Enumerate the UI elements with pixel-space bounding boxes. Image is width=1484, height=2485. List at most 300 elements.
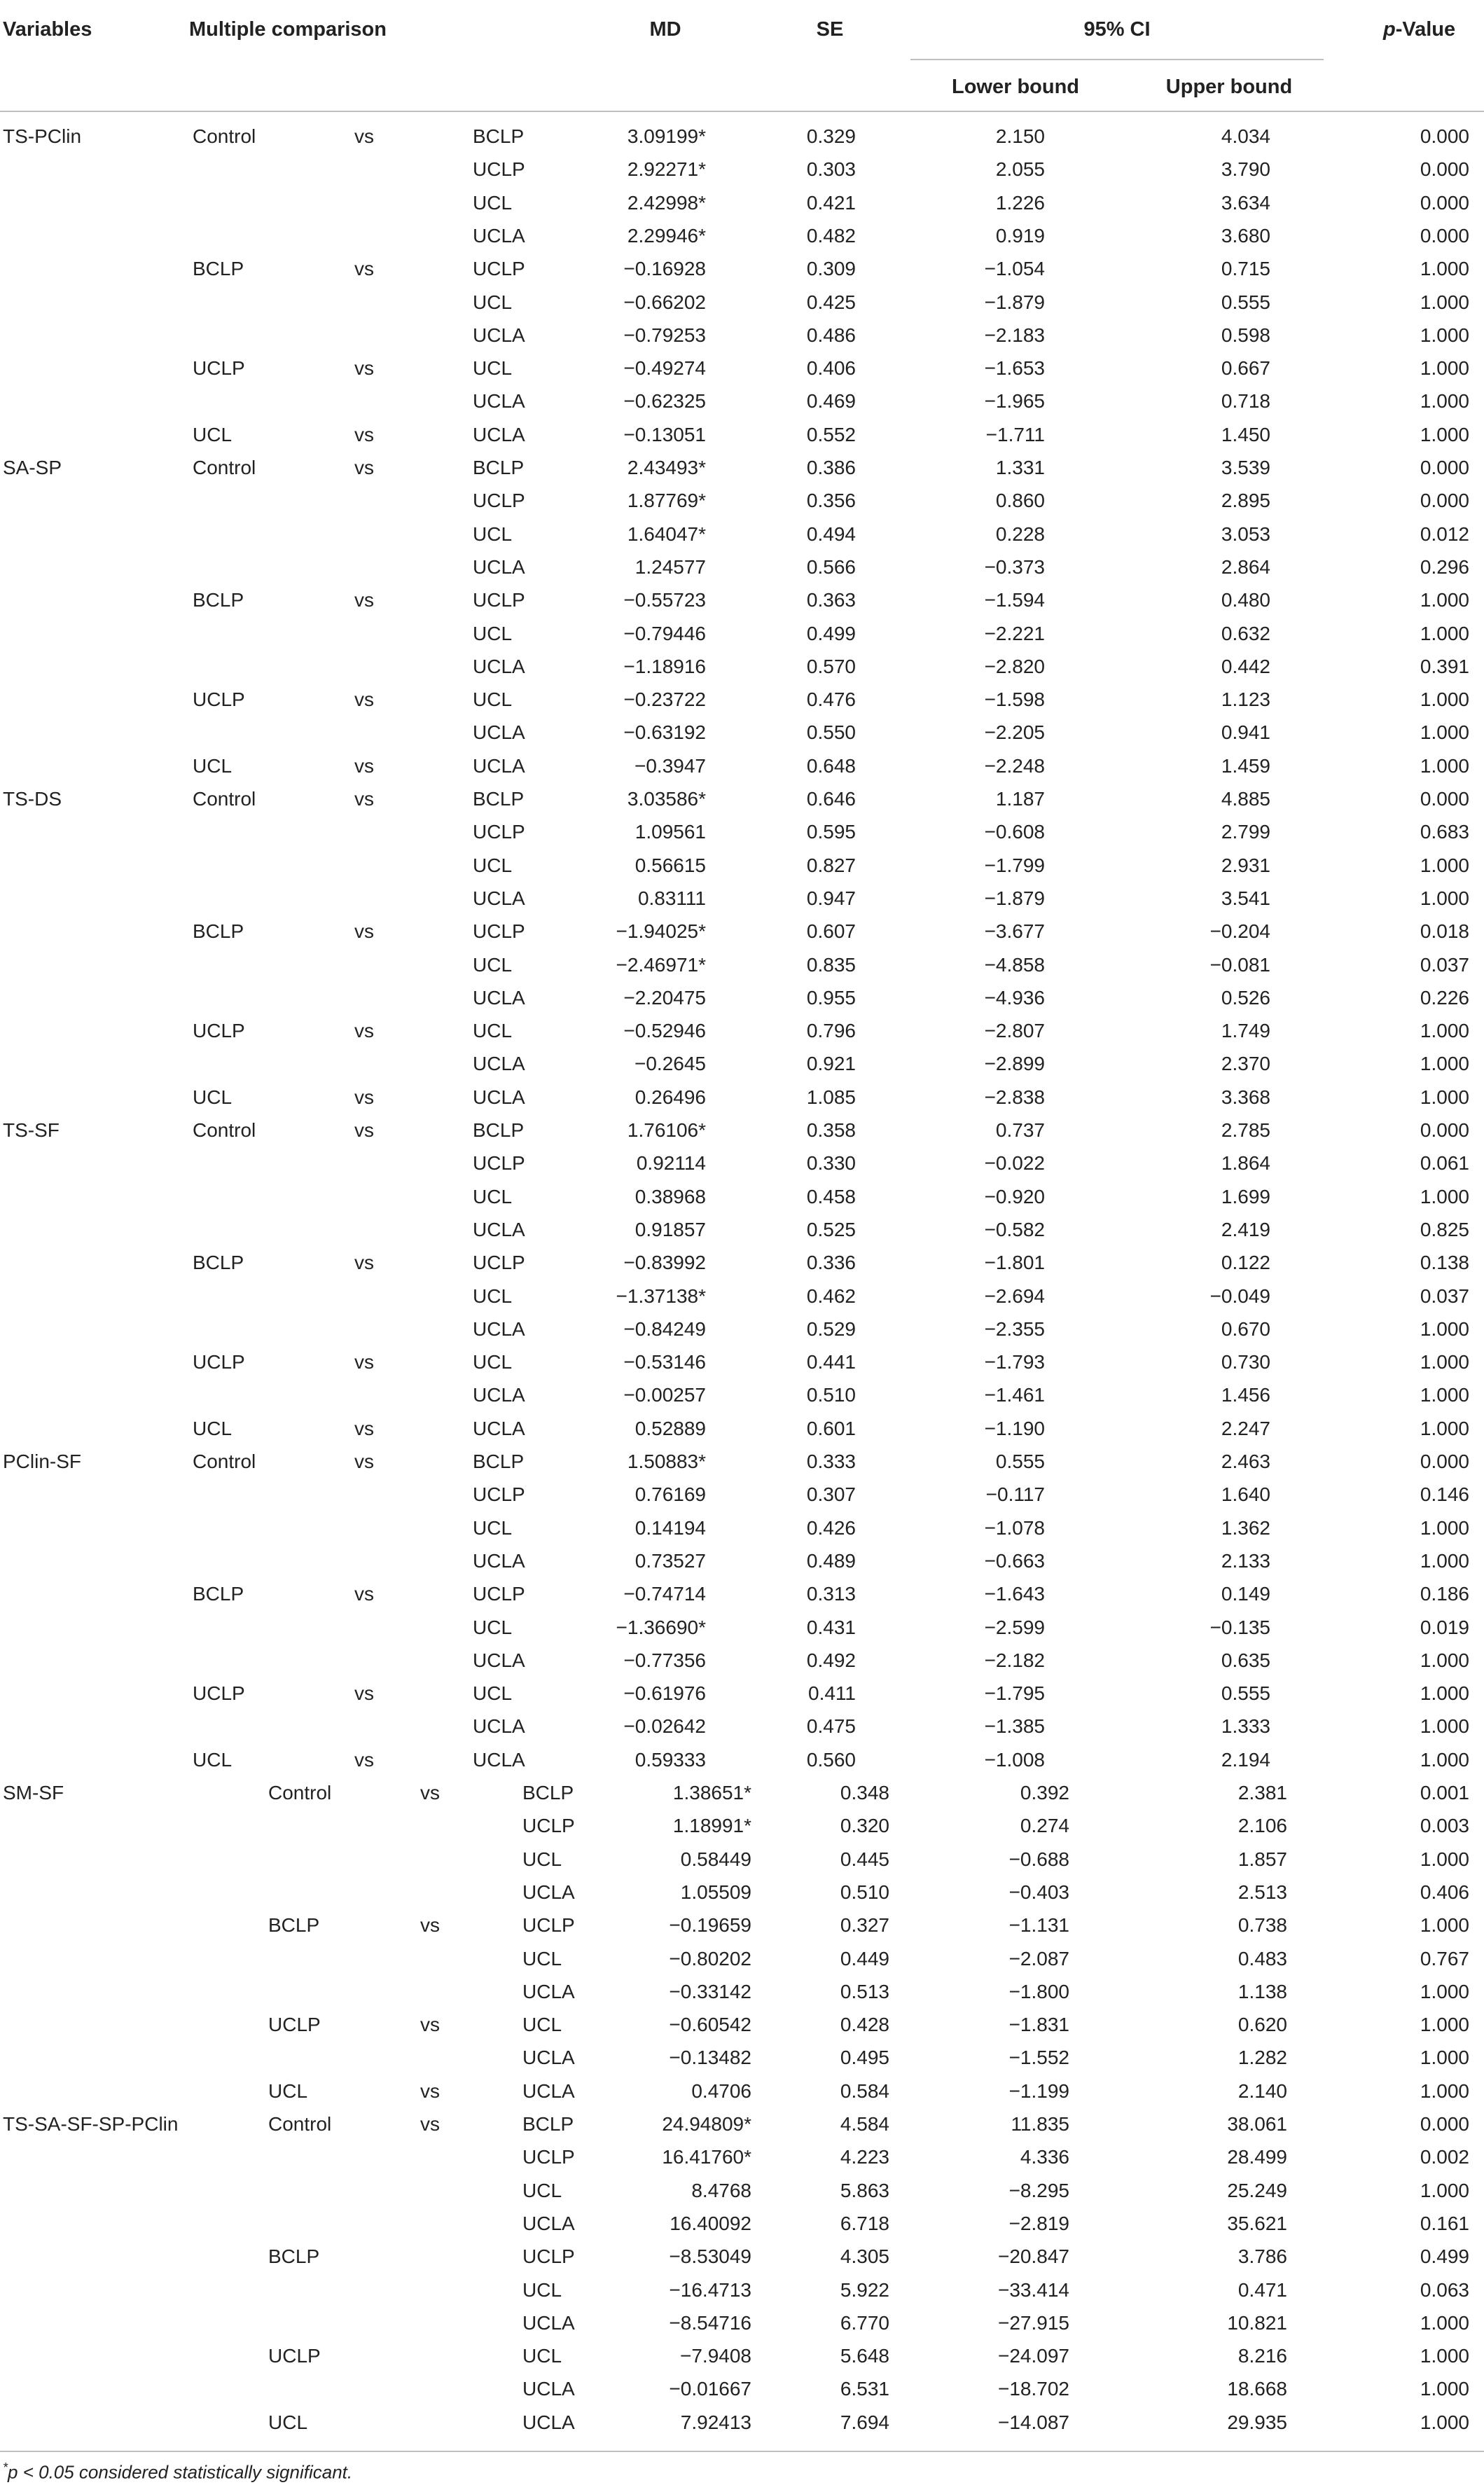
p-value-cell: 0.296 [1420, 555, 1469, 578]
md-cell: −1.37138* [616, 1285, 706, 1307]
group-cell: UCLP [193, 357, 245, 380]
table-row [0, 186, 1484, 219]
group-cell: Control [268, 2113, 332, 2135]
se-cell: 0.406 [806, 357, 856, 380]
se-cell: 0.499 [806, 622, 856, 644]
table-row [0, 1180, 1484, 1213]
se-cell: 0.796 [806, 1020, 856, 1042]
lower-bound-cell: −0.403 [1008, 1881, 1069, 1903]
compare-group-cell: UCL [473, 688, 513, 711]
vs-cell: vs [354, 1417, 374, 1439]
table-row [0, 2406, 1484, 2439]
vs-cell: vs [354, 1020, 374, 1042]
vs-cell: vs [354, 1583, 374, 1605]
table-row [0, 1710, 1484, 1743]
lower-bound-cell: −2.694 [984, 1285, 1045, 1307]
lower-bound-cell: −2.205 [984, 721, 1045, 744]
compare-group-cell: UCLA [522, 2378, 575, 2400]
table-row [0, 2273, 1484, 2306]
p-value-cell: 0.000 [1420, 457, 1469, 478]
p-value-cell: 1.000 [1420, 258, 1469, 280]
lower-bound-cell: −1.598 [984, 688, 1045, 711]
table-row [0, 915, 1484, 948]
md-cell: −0.19659 [669, 1914, 751, 1937]
table-row [0, 882, 1484, 915]
compare-group-cell: UCL [473, 1516, 513, 1539]
upper-bound-cell: 0.149 [1221, 1583, 1270, 1605]
se-cell: 0.510 [840, 1881, 889, 1903]
md-cell: −0.00257 [623, 1384, 706, 1406]
se-cell: 4.305 [840, 2245, 889, 2268]
upper-bound-cell: 0.471 [1237, 2278, 1287, 2301]
vs-cell: vs [354, 788, 374, 810]
lower-bound-cell: −1.831 [1008, 2014, 1069, 2036]
table-row [0, 1213, 1484, 1246]
header-lower-bound: Lower bound [951, 76, 1080, 98]
lower-bound-cell: −0.663 [984, 1549, 1045, 1572]
p-value-cell: 0.000 [1420, 125, 1469, 147]
md-cell: 2.43493* [627, 457, 706, 478]
table-row [0, 2008, 1484, 2041]
md-cell: 3.03586* [627, 788, 706, 810]
p-value-cell: 1.000 [1420, 2079, 1469, 2102]
md-cell: −0.61976 [623, 1682, 706, 1705]
header-p-rest: -Value [1395, 18, 1456, 41]
compare-group-cell: UCLA [473, 1218, 525, 1240]
lower-bound-cell: 2.150 [995, 125, 1045, 147]
compare-group-cell: UCL [522, 2345, 562, 2367]
p-value-cell: 1.000 [1420, 1682, 1469, 1705]
se-cell: 0.469 [806, 390, 856, 413]
table-row [0, 1942, 1484, 1975]
md-cell: 0.73527 [634, 1549, 706, 1572]
p-value-cell: 1.000 [1420, 390, 1469, 413]
compare-group-cell: BCLP [522, 2113, 574, 2135]
se-cell: 0.494 [806, 522, 856, 545]
table-row [0, 2075, 1484, 2107]
md-cell: −0.13482 [669, 2047, 751, 2069]
lower-bound-cell: −4.936 [984, 986, 1045, 1009]
header-ci: 95% CI [1083, 18, 1151, 41]
se-cell: 6.770 [840, 2311, 889, 2334]
upper-bound-cell: 0.555 [1221, 1682, 1270, 1705]
lower-bound-cell: −4.858 [984, 953, 1045, 976]
se-cell: 0.552 [806, 423, 856, 445]
se-cell: 0.462 [806, 1285, 856, 1307]
p-value-cell: 1.000 [1420, 1848, 1469, 1870]
lower-bound-cell: −2.355 [984, 1317, 1045, 1340]
group-cell: UCLP [193, 1682, 245, 1705]
vs-cell: vs [354, 1086, 374, 1108]
compare-group-cell: UCLA [473, 1086, 525, 1108]
compare-group-cell: UCLA [522, 2047, 575, 2069]
vs-cell: vs [420, 1782, 440, 1804]
compare-group-cell: UCL [473, 191, 513, 214]
table-row [0, 981, 1484, 1014]
compare-group-cell: UCL [522, 2179, 562, 2201]
table-row [0, 1014, 1484, 1047]
se-cell: 5.863 [840, 2179, 889, 2201]
table-row [0, 1876, 1484, 1909]
compare-group-cell: UCLP [522, 1914, 575, 1937]
table-row [0, 716, 1484, 749]
lower-bound-cell: 4.336 [1020, 2146, 1069, 2168]
upper-bound-cell: 0.670 [1221, 1317, 1270, 1340]
md-cell: 1.09561 [634, 821, 706, 843]
lower-bound-cell: −1.801 [984, 1252, 1045, 1274]
vs-cell: vs [354, 357, 374, 380]
md-cell: −0.16928 [623, 258, 706, 280]
compare-group-cell: UCLA [473, 423, 525, 445]
p-value-cell: 1.000 [1420, 357, 1469, 380]
lower-bound-cell: −1.653 [984, 357, 1045, 380]
se-cell: 0.386 [806, 457, 856, 478]
compare-group-cell: UCLP [522, 2245, 575, 2268]
table-row [0, 749, 1484, 782]
p-value-cell: 1.000 [1420, 1020, 1469, 1042]
md-cell: −1.36690* [616, 1616, 706, 1638]
p-value-cell: 1.000 [1420, 1516, 1469, 1539]
table-row [0, 1047, 1484, 1080]
group-cell: UCL [193, 1086, 233, 1108]
table-row [0, 286, 1484, 319]
upper-bound-cell: 2.463 [1221, 1451, 1270, 1472]
p-value-cell: 1.000 [1420, 1086, 1469, 1108]
compare-group-cell: UCLA [473, 1549, 525, 1572]
lower-bound-cell: 1.187 [995, 788, 1045, 810]
md-cell: −0.49274 [623, 357, 706, 380]
p-value-cell: 1.000 [1420, 2378, 1469, 2400]
se-cell: 7.694 [840, 2411, 889, 2433]
p-value-cell: 1.000 [1420, 721, 1469, 744]
lower-bound-cell: 11.835 [1011, 2113, 1069, 2135]
p-value-cell: 0.002 [1420, 2146, 1469, 2168]
compare-group-cell: UCLA [473, 1417, 525, 1439]
p-value-cell: 1.000 [1420, 2411, 1469, 2433]
table-row [0, 1975, 1484, 2008]
p-value-cell: 1.000 [1420, 1980, 1469, 2002]
md-cell: 8.4768 [691, 2179, 751, 2201]
se-cell: 5.648 [840, 2345, 889, 2367]
table-row [0, 815, 1484, 848]
compare-group-cell: BCLP [473, 1119, 525, 1141]
se-cell: 0.313 [806, 1583, 856, 1605]
compare-group-cell: UCLA [473, 1384, 525, 1406]
upper-bound-cell: 1.456 [1221, 1384, 1270, 1406]
se-cell: 0.358 [806, 1119, 856, 1141]
lower-bound-cell: −20.847 [998, 2245, 1069, 2268]
lower-bound-cell: −1.131 [1008, 1914, 1069, 1937]
table-row [0, 1743, 1484, 1776]
table-row [0, 1345, 1484, 1378]
variable-cell: TS-PClin [3, 125, 82, 147]
md-cell: 1.38651* [672, 1782, 751, 1804]
variable-cell: TS-SF [3, 1119, 60, 1141]
md-cell: −0.2645 [634, 1053, 706, 1075]
se-cell: 0.550 [806, 721, 856, 744]
upper-bound-cell: 3.368 [1221, 1086, 1270, 1108]
upper-bound-cell: 0.718 [1221, 390, 1270, 413]
lower-bound-cell: 1.226 [995, 191, 1045, 214]
md-cell: 2.42998* [627, 191, 706, 214]
p-value-cell: 0.000 [1420, 2113, 1469, 2135]
se-cell: 0.607 [806, 920, 856, 943]
compare-group-cell: UCLA [473, 390, 525, 413]
group-cell: UCLP [193, 688, 245, 711]
table-row [0, 1809, 1484, 1842]
p-value-cell: 1.000 [1420, 754, 1469, 777]
p-value-cell: 1.000 [1420, 2311, 1469, 2334]
upper-bound-cell: 2.864 [1221, 555, 1270, 578]
p-value-cell: 1.000 [1420, 1185, 1469, 1207]
md-cell: 0.58449 [680, 1848, 751, 1870]
table-row [0, 1081, 1484, 1114]
vs-cell: vs [354, 258, 374, 280]
se-cell: 0.421 [806, 191, 856, 214]
upper-bound-cell: 3.680 [1221, 224, 1270, 247]
lower-bound-cell: −1.711 [985, 423, 1045, 445]
header-p-value [1383, 15, 1455, 43]
upper-bound-cell: 0.122 [1221, 1252, 1270, 1274]
compare-group-cell: UCLA [522, 1980, 575, 2002]
p-value-cell: 0.161 [1420, 2212, 1469, 2234]
group-cell: UCLP [193, 1020, 245, 1042]
upper-bound-cell: 4.885 [1221, 788, 1270, 810]
upper-bound-cell: 0.738 [1237, 1914, 1287, 1937]
variable-cell: SM-SF [3, 1782, 64, 1804]
upper-bound-cell: 8.216 [1237, 2345, 1287, 2367]
vs-cell: vs [354, 920, 374, 943]
p-value-cell: 0.061 [1420, 1152, 1469, 1175]
group-cell: Control [193, 1451, 256, 1472]
upper-bound-cell: 2.895 [1221, 490, 1270, 512]
compare-group-cell: UCLA [473, 1748, 525, 1771]
se-cell: 0.411 [808, 1682, 856, 1705]
p-value-cell: 0.037 [1420, 953, 1469, 976]
table-row [0, 2107, 1484, 2140]
upper-bound-cell: 0.632 [1221, 622, 1270, 644]
group-cell: Control [193, 788, 256, 810]
p-value-cell: 0.000 [1420, 158, 1469, 181]
compare-group-cell: UCLA [473, 1649, 525, 1671]
se-cell: 0.955 [806, 986, 856, 1009]
table-row [0, 617, 1484, 650]
p-value-cell: 0.000 [1420, 1119, 1469, 1141]
lower-bound-cell: 0.228 [995, 522, 1045, 545]
md-cell: 16.40092 [670, 2212, 751, 2234]
md-cell: 0.26496 [634, 1086, 706, 1108]
md-cell: −0.52946 [623, 1020, 706, 1042]
md-cell: −16.4713 [669, 2278, 751, 2301]
md-cell: −0.66202 [623, 291, 706, 313]
md-cell: 3.09199* [627, 125, 706, 147]
upper-bound-cell: 0.598 [1221, 324, 1270, 346]
upper-bound-cell: 2.513 [1237, 1881, 1287, 1903]
vs-cell: vs [354, 1252, 374, 1274]
compare-group-cell: BCLP [473, 457, 525, 478]
compare-group-cell: UCLA [473, 655, 525, 677]
compare-group-cell: UCLA [473, 986, 525, 1009]
md-cell: −1.18916 [623, 655, 706, 677]
p-value-cell: 0.019 [1420, 1616, 1469, 1638]
se-cell: 0.327 [840, 1914, 889, 1937]
md-cell: 1.50883* [627, 1451, 706, 1472]
vs-cell: vs [420, 1914, 440, 1937]
upper-bound-cell: 2.931 [1221, 854, 1270, 876]
md-cell: −0.79253 [623, 324, 706, 346]
lower-bound-cell: −1.879 [984, 887, 1045, 909]
md-cell: 0.83111 [637, 887, 706, 909]
table-row [0, 252, 1484, 285]
upper-bound-cell: 1.459 [1221, 754, 1270, 777]
p-value-cell: 0.000 [1420, 788, 1469, 810]
lower-bound-cell: −1.054 [984, 258, 1045, 280]
se-cell: 0.489 [806, 1549, 856, 1572]
variable-cell: TS-DS [3, 788, 62, 810]
upper-bound-cell: 0.526 [1221, 986, 1270, 1009]
header-md: MD [649, 18, 681, 41]
p-value-cell: 0.037 [1420, 1285, 1469, 1307]
lower-bound-cell: 1.331 [995, 457, 1045, 478]
p-value-cell: 0.018 [1420, 920, 1469, 943]
table-row [0, 2339, 1484, 2372]
upper-bound-cell: 18.668 [1227, 2378, 1287, 2400]
table-row [0, 1776, 1484, 1809]
footnote [3, 2455, 352, 2485]
md-cell: −0.80202 [669, 1947, 751, 1970]
lower-bound-cell: −3.677 [984, 920, 1045, 943]
vs-cell: vs [354, 457, 374, 478]
vs-cell: vs [420, 2113, 440, 2135]
upper-bound-cell: 2.785 [1221, 1119, 1270, 1141]
p-value-cell: 0.000 [1420, 191, 1469, 214]
p-value-cell: 1.000 [1420, 2047, 1469, 2069]
upper-bound-cell: 1.749 [1221, 1020, 1270, 1042]
se-cell: 0.333 [806, 1451, 856, 1472]
se-cell: 0.356 [806, 490, 856, 512]
header-p-italic: p [1383, 18, 1396, 41]
upper-bound-cell: 0.555 [1221, 291, 1270, 313]
group-cell: BCLP [193, 1252, 244, 1274]
upper-bound-cell: 28.499 [1227, 2146, 1287, 2168]
upper-bound-cell: 2.133 [1221, 1549, 1270, 1572]
md-cell: 1.76106* [627, 1119, 706, 1141]
compare-group-cell: UCLA [522, 2212, 575, 2234]
se-cell: 0.449 [840, 1947, 889, 1970]
upper-bound-cell: 1.699 [1221, 1185, 1270, 1207]
group-cell: UCL [193, 1748, 233, 1771]
compare-group-cell: UCLP [473, 589, 525, 611]
upper-bound-cell: −0.049 [1209, 1285, 1270, 1307]
upper-bound-cell: 1.857 [1237, 1848, 1287, 1870]
compare-group-cell: UCLA [522, 1881, 575, 1903]
md-cell: −8.54716 [669, 2311, 751, 2334]
lower-bound-cell: −0.373 [984, 555, 1045, 578]
compare-group-cell: UCLP [473, 1583, 525, 1605]
md-cell: −2.20475 [623, 986, 706, 1009]
md-cell: 1.05509 [680, 1881, 751, 1903]
group-cell: BCLP [193, 1583, 244, 1605]
compare-group-cell: UCL [473, 1185, 513, 1207]
se-cell: 0.827 [806, 854, 856, 876]
upper-bound-cell: 1.362 [1221, 1516, 1270, 1539]
vs-cell: vs [354, 754, 374, 777]
upper-bound-cell: 3.790 [1221, 158, 1270, 181]
se-cell: 0.529 [806, 1317, 856, 1340]
p-value-cell: 0.003 [1420, 1815, 1469, 1837]
se-cell: 0.510 [806, 1384, 856, 1406]
table-row [0, 518, 1484, 551]
table-row [0, 1114, 1484, 1147]
lower-bound-cell: 0.860 [995, 490, 1045, 512]
group-cell: Control [268, 1782, 332, 1804]
compare-group-cell: BCLP [473, 125, 525, 147]
upper-bound-cell: 10.821 [1227, 2311, 1287, 2334]
header-variables: Variables [3, 18, 92, 41]
md-cell: −0.79446 [623, 622, 706, 644]
se-cell: 0.348 [840, 1782, 889, 1804]
table-row [0, 1644, 1484, 1677]
compare-group-cell: UCLA [473, 1053, 525, 1075]
se-cell: 6.718 [840, 2212, 889, 2234]
upper-bound-cell: 35.621 [1227, 2212, 1287, 2234]
md-cell: −0.13051 [623, 423, 706, 445]
se-cell: 0.303 [806, 158, 856, 181]
upper-bound-cell: 1.138 [1237, 1980, 1287, 2002]
group-cell: BCLP [193, 258, 244, 280]
upper-bound-cell: 0.715 [1221, 258, 1270, 280]
se-cell: 0.307 [806, 1483, 856, 1506]
se-cell: 4.223 [840, 2146, 889, 2168]
table-row [0, 2372, 1484, 2405]
group-cell: UCL [193, 423, 233, 445]
upper-bound-cell: 1.333 [1221, 1715, 1270, 1738]
group-cell: BCLP [193, 920, 244, 943]
table-row [0, 2140, 1484, 2173]
vs-cell: vs [354, 1119, 374, 1141]
compare-group-cell: UCLA [522, 2311, 575, 2334]
vs-cell: vs [354, 125, 374, 147]
lower-bound-cell: −1.793 [984, 1351, 1045, 1373]
group-cell: Control [193, 457, 256, 478]
lower-bound-cell: −2.819 [1008, 2212, 1069, 2234]
se-cell: 0.482 [806, 224, 856, 247]
se-cell: 0.648 [806, 754, 856, 777]
vs-cell: vs [354, 589, 374, 611]
p-value-cell: 1.000 [1420, 887, 1469, 909]
lower-bound-cell: 0.392 [1020, 1782, 1069, 1804]
table-row [0, 352, 1484, 385]
se-cell: 0.330 [806, 1152, 856, 1175]
upper-bound-cell: 3.541 [1221, 887, 1270, 909]
compare-group-cell: UCLA [473, 887, 525, 909]
se-cell: 0.495 [840, 2047, 889, 2069]
p-value-cell: 0.000 [1420, 490, 1469, 512]
compare-group-cell: BCLP [473, 788, 525, 810]
lower-bound-cell: −1.199 [1008, 2079, 1069, 2102]
compare-group-cell: UCLA [473, 1715, 525, 1738]
p-value-cell: 0.406 [1420, 1881, 1469, 1903]
upper-bound-cell: 1.864 [1221, 1152, 1270, 1175]
upper-bound-cell: 2.799 [1221, 821, 1270, 843]
table-row [0, 120, 1484, 153]
upper-bound-cell: 3.539 [1221, 457, 1270, 478]
md-cell: −7.9408 [680, 2345, 751, 2367]
p-value-cell: 0.825 [1420, 1218, 1469, 1240]
se-cell: 4.584 [840, 2113, 889, 2135]
upper-bound-cell: 2.140 [1237, 2079, 1287, 2102]
md-cell: −0.77356 [623, 1649, 706, 1671]
